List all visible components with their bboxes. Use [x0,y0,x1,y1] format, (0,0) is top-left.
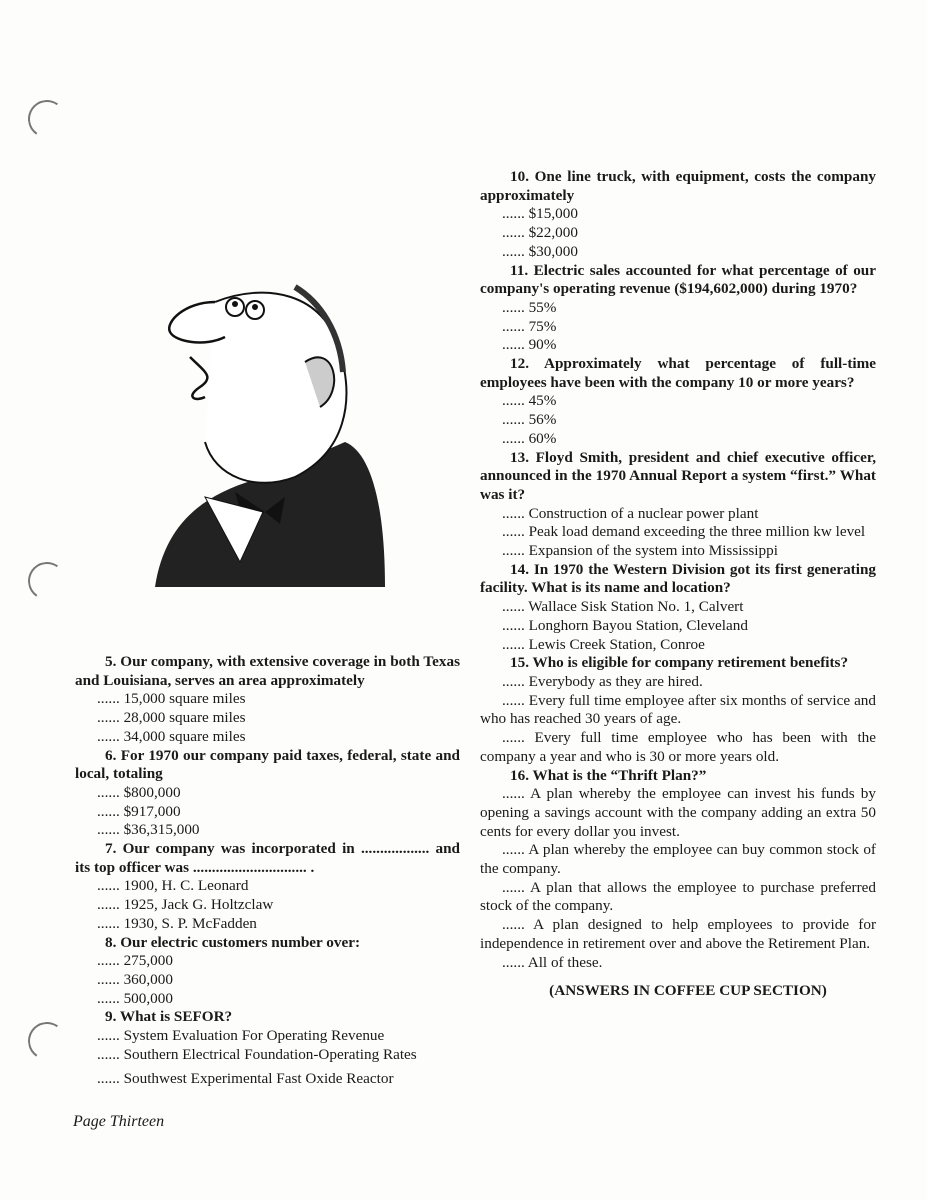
left-column [75,653,460,1089]
question-6: 6. For 1970 our company paid taxes, federal, state and local, totaling [75,746,460,783]
answer-option[interactable]: ...... $30,000 [502,242,578,260]
answer-option[interactable]: ...... System Evaluation For Operating Revenue [97,1027,385,1045]
question-7: 7. Our company was incorporated in .................. and its top officer was .............................. . [75,840,460,876]
answer-option[interactable]: ...... Southern Electrical Foundation-Operating Rates [97,1045,417,1063]
answer-option[interactable]: ...... 34,000 square miles [97,727,246,745]
punch-hole [25,1019,69,1063]
answer-option[interactable]: ...... Expansion of the system into Mississippi [502,542,778,560]
answer-option[interactable]: ...... 60% [502,429,557,447]
question-10: 10. One line truck, with equipment, costs the company approximately [480,168,876,204]
page-number: Page Thirteen [73,1113,165,1130]
answer-option[interactable]: ...... Lewis Creek Station, Conroe [502,635,705,653]
answer-option[interactable]: ...... 1930, S. P. McFadden [97,914,257,932]
answers-note: (ANSWERS IN COFFEE CUP SECTION) [549,982,827,1000]
answer-option[interactable]: ...... 15,000 square miles [97,690,246,708]
answer-option[interactable]: ...... 28,000 square miles [97,709,246,727]
question-8: 8. Our electric customers number over: [105,933,361,951]
answer-option[interactable]: ...... $36,315,000 [97,821,200,839]
question-5: 5. Our company, with extensive coverage in both Texas and Louisiana, serves an area approximately [75,653,460,689]
answer-option[interactable]: ...... A plan designed to help employees to provide for independence in retirement over and above the Retirement Plan. [480,916,876,952]
answer-option[interactable]: ...... 90% [502,336,557,354]
answer-option[interactable]: ...... Peak load demand exceeding the three million kw level [502,523,866,541]
answer-option[interactable]: ...... $917,000 [97,802,181,820]
question-14: 14. In 1970 the Western Division got its first generating facility. What is its name and location? [480,560,876,597]
answer-option[interactable]: ...... $22,000 [502,224,578,242]
answer-option[interactable]: ...... Every full time employee after six months of service and who has reached 30 years of age. [480,691,876,728]
answer-option[interactable]: ...... A plan whereby the employee can buy common stock of the company. [480,841,876,878]
answer-option[interactable]: ...... All of these. [502,953,603,971]
answer-option[interactable]: ...... 75% [502,317,557,335]
answer-option[interactable]: ...... 1900, H. C. Leonard [97,877,249,895]
answer-option[interactable]: ...... 56% [502,411,557,429]
answer-option[interactable]: ...... A plan that allows the employee to purchase preferred stock of the company. [480,878,876,915]
punch-hole [25,559,69,603]
answer-option[interactable]: ...... $15,000 [502,205,578,223]
answer-option[interactable]: ...... $800,000 [97,783,181,801]
answer-option[interactable]: ...... Southwest Experimental Fast Oxide Reactor [97,1070,394,1088]
question-12: 12. Approximately what percentage of full-time employees have been with the company 10 or more years? [480,355,876,391]
answer-option[interactable]: ...... A plan whereby the employee can invest his funds by opening a savings account with the company adding an extra 50 cents for every dollar you invest. [480,785,876,840]
question-11: 11. Electric sales accounted for what percentage of our company's operating revenue ($194,602,000) during 1970? [480,261,876,298]
answer-option[interactable]: ...... 45% [502,392,557,410]
question-15: 15. Who is eligible for company retirement benefits? [510,654,849,672]
answer-option[interactable]: ...... 360,000 [97,970,173,988]
answer-option[interactable]: ...... Wallace Sisk Station No. 1, Calvert [502,598,744,616]
answer-option[interactable]: ...... Longhorn Bayou Station, Cleveland [502,616,748,634]
answer-option[interactable]: ...... 1925, Jack G. Holtzclaw [97,896,274,914]
question-13: 13. Floyd Smith, president and chief executive officer, announced in the 1970 Annual Report a system “first.” What was it? [480,448,876,503]
answer-option[interactable]: ...... Every full time employee who has been with the company a year and who is 30 or more years old. [480,729,876,765]
right-column [480,168,876,1001]
answer-option[interactable]: ...... 55% [502,298,557,316]
question-16: 16. What is the “Thrift Plan?” [510,766,707,784]
answer-option[interactable]: ...... 500,000 [97,989,173,1007]
answer-option[interactable]: ...... 275,000 [97,952,173,970]
question-9: 9. What is SEFOR? [105,1008,233,1026]
answer-option[interactable]: ...... Construction of a nuclear power plant [502,504,759,522]
cartoon-man-illustration [145,262,385,587]
punch-hole [25,97,69,141]
answer-option[interactable]: ...... Everybody as they are hired. [502,672,703,690]
